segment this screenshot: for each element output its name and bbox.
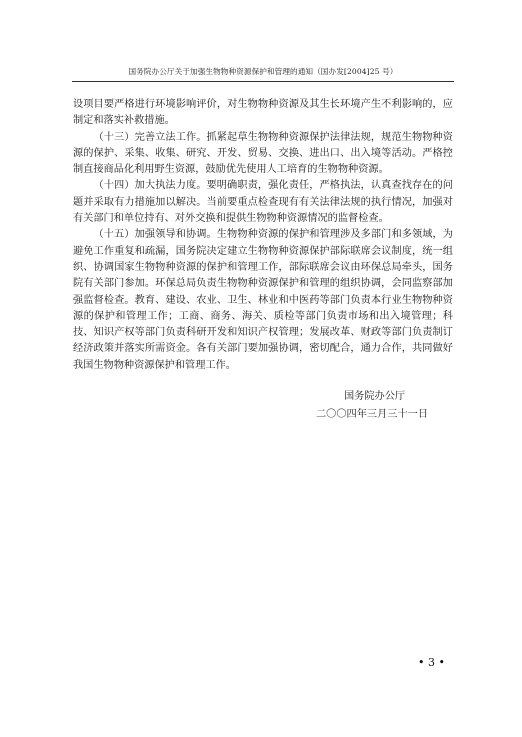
- running-header: 国务院办公厅关于加强生物物种资源保护和管理的通知（国办发[2004]25 号）: [128, 67, 398, 76]
- signature-block: [300, 388, 450, 423]
- paragraph-continuation: 设项目要严格进行环境影响评价，对生物物种资源及其生长环境产生不利影响的，应制定和落实补救措施。: [73, 99, 453, 127]
- paragraph-15-coordination: （十五）加强领导和协调。生物物种资源的保护和管理涉及多部门和多领域，为避免工作重复和疏漏，国务院决定建立生物物种资源保护部际联席会议制度，统一组织、协调国家生物物种资源的保护和管理工作，部际联席会议由环保总局牵头，国务院有关部门参加。环保总局负责生物物种资源保护和管理的组织协调，会同监察部加强监督检查。教育、建设、农业、卫生、林业和中医药等部门负责本行业生物物种资源的保护和管理工作；工商、商务、海关、质检等部门负责市场和出入境管理；科技、知识产权等部门负责科研开发和知识产权管理；发展改革、财政等部门负责制订经济政策并落实所需资金。各有关部门要加强协调，密切配合，通力合作，共同做好我国生物物种资源保护和管理工作。: [73, 229, 453, 371]
- body-text: [73, 97, 453, 374]
- paragraph-14-enforcement: （十四）加大执法力度。要明确职责，强化责任，严格执法，认真查找存在的问题并采取有力措施加以解决。当前要重点检查现有有关法律法规的执行情况，加强对有关部门和单位持有、对外交换和提供生物物种资源情况的监督检查。: [73, 180, 453, 225]
- signature-organization: 国务院办公厅: [344, 391, 406, 402]
- signature-date: 二〇〇四年三月三十一日: [316, 409, 429, 420]
- header-rule: [72, 81, 454, 82]
- paragraph-13-legislation: （十三）完善立法工作。抓紧起草生物物种资源保护法律法规，规范生物物种资源的保护、采集、收集、研究、开发、贸易、交换、进出口、出入境等活动。严格控制直接商品化利用野生资源，鼓励优先使用人工培育的生物物种资源。: [73, 131, 453, 176]
- page-number: • 3 •: [418, 656, 445, 669]
